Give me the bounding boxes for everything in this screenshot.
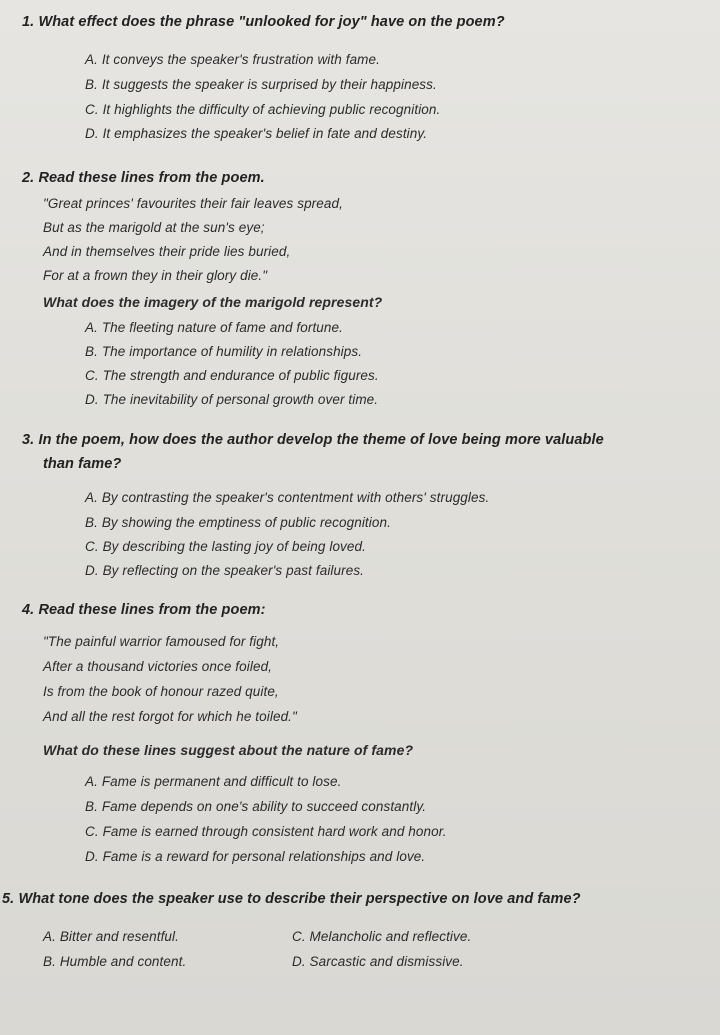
q3-option-a[interactable]: A. By contrasting the speaker's contentment with others' struggles. xyxy=(85,490,490,505)
q3-option-d[interactable]: D. By reflecting on the speaker's past failures. xyxy=(85,563,365,578)
q4-option-d[interactable]: D. Fame is a reward for personal relationships and love. xyxy=(85,849,426,864)
q2-option-c[interactable]: C. The strength and endurance of public figures. xyxy=(85,368,379,383)
q2-poem-line-4: For at a frown they in their glory die." xyxy=(43,268,268,283)
q5-option-c[interactable]: C. Melancholic and reflective. xyxy=(292,929,472,944)
question-3-text-line-2: than fame? xyxy=(43,456,122,472)
q2-option-d[interactable]: D. The inevitability of personal growth over time. xyxy=(85,392,379,407)
q3-option-c[interactable]: C. By describing the lasting joy of being loved. xyxy=(85,539,366,554)
q4-poem-line-4: And all the rest forgot for which he toiled." xyxy=(43,709,297,724)
q2-option-a[interactable]: A. The fleeting nature of fame and fortune. xyxy=(85,320,343,335)
q1-option-d[interactable]: D. It emphasizes the speaker's belief in fate and destiny. xyxy=(85,126,428,141)
q4-poem-line-1: "The painful warrior famoused for fight, xyxy=(43,634,280,649)
q4-poem-line-2: After a thousand victories once foiled, xyxy=(43,659,273,674)
q2-poem-line-3: And in themselves their pride lies buried, xyxy=(43,244,291,259)
q5-option-d[interactable]: D. Sarcastic and dismissive. xyxy=(292,954,464,969)
q4-prompt: What do these lines suggest about the nature of fame? xyxy=(43,742,414,758)
question-4-text: 4. Read these lines from the poem: xyxy=(22,602,266,618)
q4-option-a[interactable]: A. Fame is permanent and difficult to lose. xyxy=(85,774,342,789)
q5-option-b[interactable]: B. Humble and content. xyxy=(43,954,187,969)
q1-option-a[interactable]: A. It conveys the speaker's frustration with fame. xyxy=(85,52,380,67)
q2-option-b[interactable]: B. The importance of humility in relationships. xyxy=(85,344,363,359)
q4-option-c[interactable]: C. Fame is earned through consistent hard work and honor. xyxy=(85,824,447,839)
q1-option-b[interactable]: B. It suggests the speaker is surprised by their happiness. xyxy=(85,77,437,92)
question-3-text-line-1: 3. In the poem, how does the author develop the theme of love being more valuable xyxy=(22,432,604,448)
q3-option-b[interactable]: B. By showing the emptiness of public recognition. xyxy=(85,515,391,530)
q4-option-b[interactable]: B. Fame depends on one's ability to succeed constantly. xyxy=(85,799,427,814)
q4-poem-line-3: Is from the book of honour razed quite, xyxy=(43,684,279,699)
question-2-text: 2. Read these lines from the poem. xyxy=(22,170,265,186)
q1-option-c[interactable]: C. It highlights the difficulty of achieving public recognition. xyxy=(85,102,441,117)
q2-poem-line-2: But as the marigold at the sun's eye; xyxy=(43,220,265,235)
question-5-text: 5. What tone does the speaker use to describe their perspective on love and fame? xyxy=(2,891,581,907)
q2-poem-line-1: "Great princes' favourites their fair leaves spread, xyxy=(43,196,343,211)
question-1-text: 1. What effect does the phrase "unlooked for joy" have on the poem? xyxy=(22,14,505,30)
q2-prompt: What does the imagery of the marigold represent? xyxy=(43,294,383,310)
q5-option-a[interactable]: A. Bitter and resentful. xyxy=(43,929,179,944)
